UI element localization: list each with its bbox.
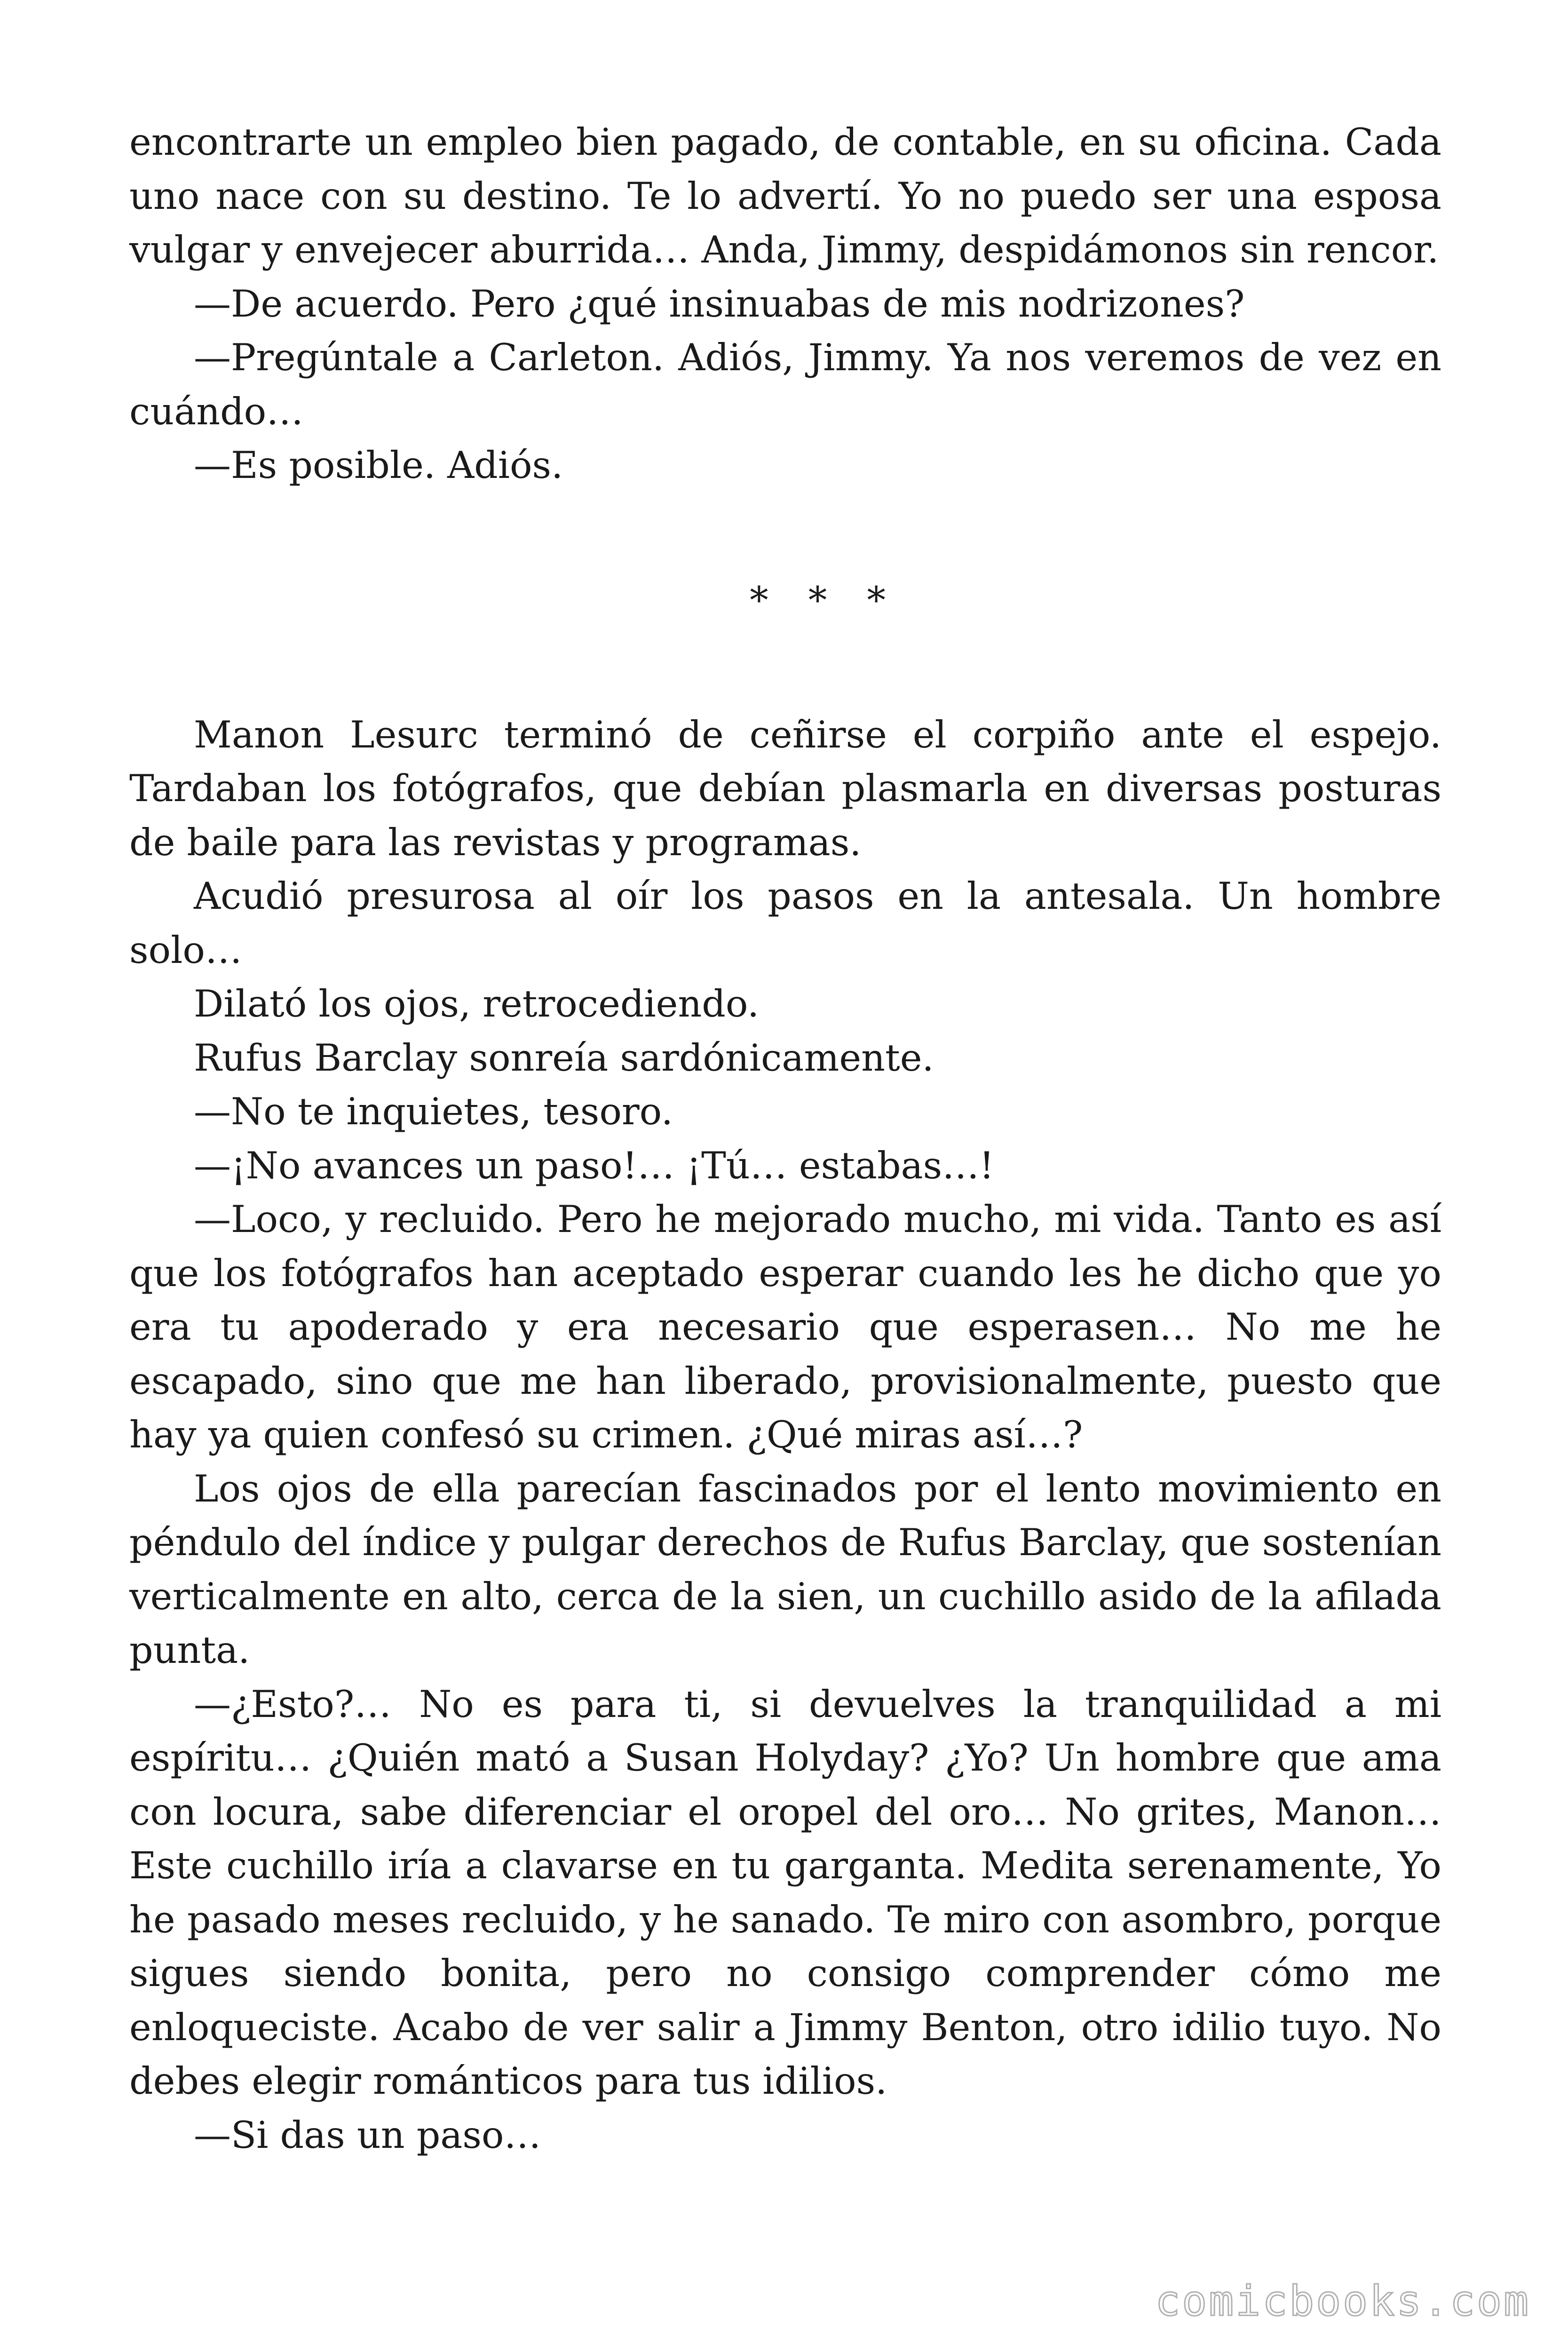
paragraph: —Si das un paso…	[194, 2113, 541, 2157]
scene-break: * * *	[750, 578, 900, 622]
paragraph: —¡No avances un paso!… ¡Tú… estabas…!	[194, 1144, 994, 1187]
paragraph: —No te inquietes, tesoro.	[194, 1090, 673, 1133]
paragraph: —Loco, y recluido. Pero he mejorado mucho, mi vida. Tanto es así que los fotógrafos han aceptado esperar cuando les he dicho que yo era tu apoderado y era necesario que esperasen… No me he escapado, sino que me han liberado, provisionalmente, puesto que hay ya quien confesó su crimen. ¿Qué miras así…?	[129, 1198, 1441, 1456]
paragraph: Rufus Barclay sonreía sardónicamente.	[194, 1036, 934, 1080]
paragraph: —¿Esto?… No es para ti, si devuelves la tranquilidad a mi espíritu… ¿Quién mató a Susan Holyday? ¿Yo? Un hombre que ama con locura, sabe diferenciar el oropel del oro… No grites, Manon… Este cuchillo iría a clavarse en tu garganta. Medita serenamente, Yo he pasado meses recluido, y he sanado. Te miro con asombro, porque sigues siendo bonita, pero no consigo comprender cómo me enloqueciste. Acabo de ver salir a Jimmy Benton, otro idilio tuyo. No debes elegir románticos para tus idilios.	[129, 1682, 1441, 2103]
page-text	[129, 115, 1441, 2162]
paragraph: —Pregúntale a Carleton. Adiós, Jimmy. Ya nos veremos de vez en cuándo…	[129, 336, 1441, 433]
paragraph: Los ojos de ella parecían fascinados por el lento movimiento en péndulo del índice y pulgar derechos de Rufus Barclay, que sostenían verticalmente en alto, cerca de la sien, un cuchillo asido de la afilada punta.	[129, 1467, 1441, 1672]
paragraph: Manon Lesurc terminó de ceñirse el corpiño ante el espejo. Tardaban los fotógrafos, que debían plasmarla en diversas posturas de baile para las revistas y programas.	[129, 713, 1441, 864]
paragraph: —Es posible. Adiós.	[194, 444, 563, 487]
paragraph: encontrarte un empleo bien pagado, de contable, en su oficina. Cada uno nace con su destino. Te lo advertí. Yo no puedo ser una esposa vulgar y envejecer aburrida… Anda, Jimmy, despidámonos sin rencor.	[129, 120, 1441, 271]
paragraph: Dilató los ojos, retrocediendo.	[194, 982, 760, 1025]
paragraph: Acudió presurosa al oír los pasos en la antesala. Un hombre solo…	[129, 874, 1441, 972]
watermark: comicbooks.com	[1155, 2277, 1530, 2325]
paragraph: —De acuerdo. Pero ¿qué insinuabas de mis nodrizones?	[194, 282, 1245, 326]
